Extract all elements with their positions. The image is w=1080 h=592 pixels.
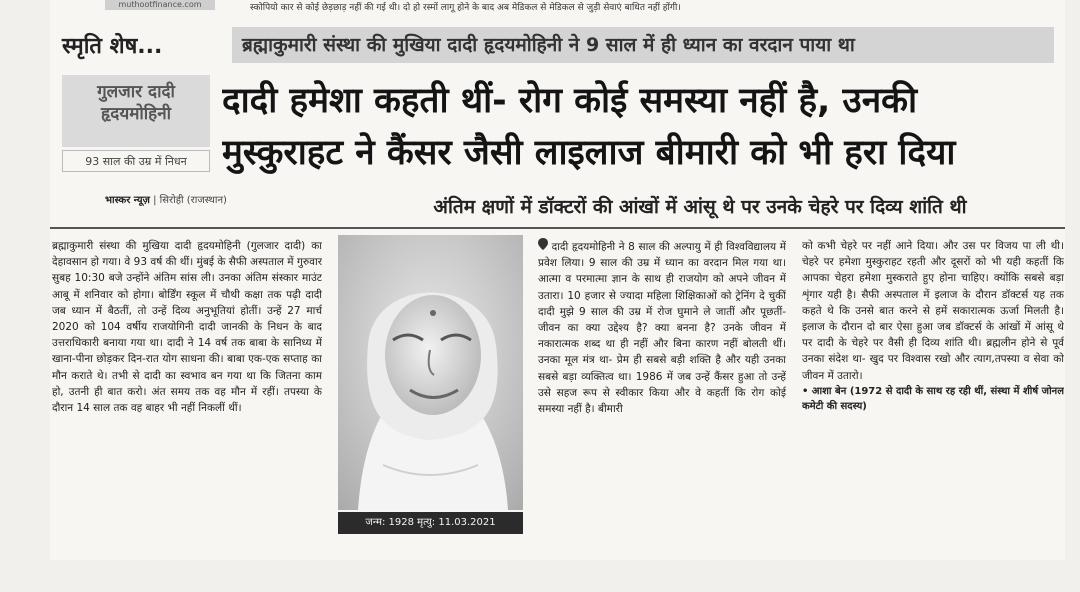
portrait-illustration <box>338 235 523 510</box>
name-line-2: हृदयमोहिनी <box>100 104 172 124</box>
portrait-photo <box>338 235 523 510</box>
article-column-3-text: को कभी चेहरे पर नहीं आने दिया। और उस पर विजय पा ली थी। चेहरे पर हमेशा मुस्कुराहट रहती और दूसरों को भी यही कहतीं कि आपका चेहरा हमेशा मुस्कराते हुए होना चाहिए। क्योंकि सबसे बड़ा शृंगार यही है। सैफी अस्पताल में इलाज के दौरान डॉक्टर्स यह तक कहते थे कि उनसे बात करने से हमें सकारात्मक ऊर्जा मिलती है। इलाज के दौरान दो बार ऐसा हुआ जब डॉक्टर्स के आंखों में आंसू थे पर दादी के चेहरे पर वैसी ही दिव्य शांति थी। ब्रह्मलीन होने से पूर्व उनका संदेश था- खुद पर विश्वास रखो और त्याग,तपस्या व सेवा को जीवन में उतारो। <box>802 240 1064 382</box>
article-column-1: ब्रह्माकुमारी संस्था की मुखिया दादी हृदयमोहिनी (गुलजार दादी) का देहावसान हो गया। वे 93 वर्ष की थीं। मुंबई के सैफी अस्पताल में गुरुवार सुबह 10:30 बजे उन्होंने अंतिम सांस ली। उनका अंतिम संस्कार माउंट आबू में शनिवार को होगा। बोर्डिंग स्कूल में चौथी कक्षा तक पढ़ी दादी जब ध्यान में बैठतीं, तो उन्हें दिव्य अनुभूतियां होतीं। उन्हें 27 मार्च 2020 को 104 वर्षीय राजयोगिनी दादी जानकी के निधन के बाद उत्तराधिकारी बनाया गया था। दादी ने 14 वर्ष तक बाबा के सानिध्य में खाना-पीना छोड़कर दिन-रात योग साधना की। बाबा एक-एक सप्ताह का मौन कराते थे। तभी से दादी का स्वभाव बन गया था कि जितना काम हो, उतनी ही बात करो। अंत समय तक वह मौन में रहीं। तपस्या के दौरान 14 साल तक वह बाहर भी नहीं निकलीं थीं। <box>52 240 322 415</box>
right-margin <box>1065 0 1080 592</box>
name-box <box>62 75 210 147</box>
kicker-label: स्मृति शेष... <box>62 34 163 59</box>
map-pin-icon <box>538 238 548 250</box>
byline-place: सिरोही (राजस्थान) <box>159 195 227 206</box>
divider-rule <box>50 227 1065 229</box>
article-column-3 <box>802 238 1064 546</box>
headline <box>222 75 1060 179</box>
byline-agency: भास्कर न्यूज़ <box>105 195 150 206</box>
banner-subtitle: ब्रह्माकुमारी संस्था की मुखिया दादी हृदयमोहिनी ने 9 साल में ही ध्यान का वरदान पाया था <box>232 27 1054 63</box>
article-column-2 <box>538 238 786 538</box>
name-line-1: गुलजार दादी <box>97 82 175 102</box>
top-strip <box>50 0 1065 16</box>
age-box: 93 साल की उम्र में निधन <box>62 150 210 172</box>
headline-line-2: मुस्कुराहट ने कैंसर जैसी लाइलाज बीमारी को भी हरा दिया <box>222 133 956 173</box>
headline-line-1: दादी हमेशा कहती थीं- रोग कोई समस्या नहीं है, उनकी <box>222 81 918 121</box>
source-note: • आशा बेन (1972 से दादी के साथ रह रही थीं, संस्था में शीर्ष जोनल कमेटी की सदस्य) <box>802 385 1064 412</box>
top-strip-text: स्कोपियो कार से कोई छेड़छाड़ नहीं की गई थी। दो हो रस्मों लागू होने के बाद अब मेडिकल से मेडिकल से जुड़ी सेवाएं बाधित नहीं होंगी। <box>250 3 681 13</box>
newspaper-clipping <box>50 0 1065 560</box>
subheadline: अंतिम क्षणों में डॉक्टरों की आंखों में आंसू थे पर उनके चेहरे पर दिव्य शांति थी <box>433 196 967 218</box>
article-column-2-text: दादी हृदयमोहिनी ने 8 साल की अल्पायु में ही विश्वविद्यालय में प्रवेश लिया। 9 साल की उम्र में ध्यान का वरदान मिल गया था। आत्मा व परमात्मा ज्ञान के साथ ही राजयोग को अपने जीवन में उतारा। 10 हजार से ज्यादा महिला शिक्षिकाओं को ट्रेनिंग दे चुकीं दादी मुझे 9 साल की उम्र में रोज घुमाने ले जातीं और पूछतीं- जीवन का क्या उद्देश्य है? क्या बनना है? उनके जीवन में नकारात्मक शब्द था ही नहीं और बिना कारण नहीं बोलती थीं। उनका मूल मंत्र था- प्रेम ही सबसे बड़ी शक्ति है और यही उनका सबसे बड़ा व्यक्तित्व था। 1986 में जब उन्हें कैंसर हुआ तो उन्हें उसे सहज रूप से स्वीकार किया और वे कहतीं कि रोग कोई समस्या नहीं है। बीमारी <box>538 241 786 416</box>
photo-caption: जन्म: 1928 मृत्यु: 11.03.2021 <box>338 512 523 534</box>
site-label: muthootfinance.com <box>105 0 215 10</box>
byline: भास्कर न्यूज़ | सिरोही (राजस्थान) <box>105 195 227 206</box>
